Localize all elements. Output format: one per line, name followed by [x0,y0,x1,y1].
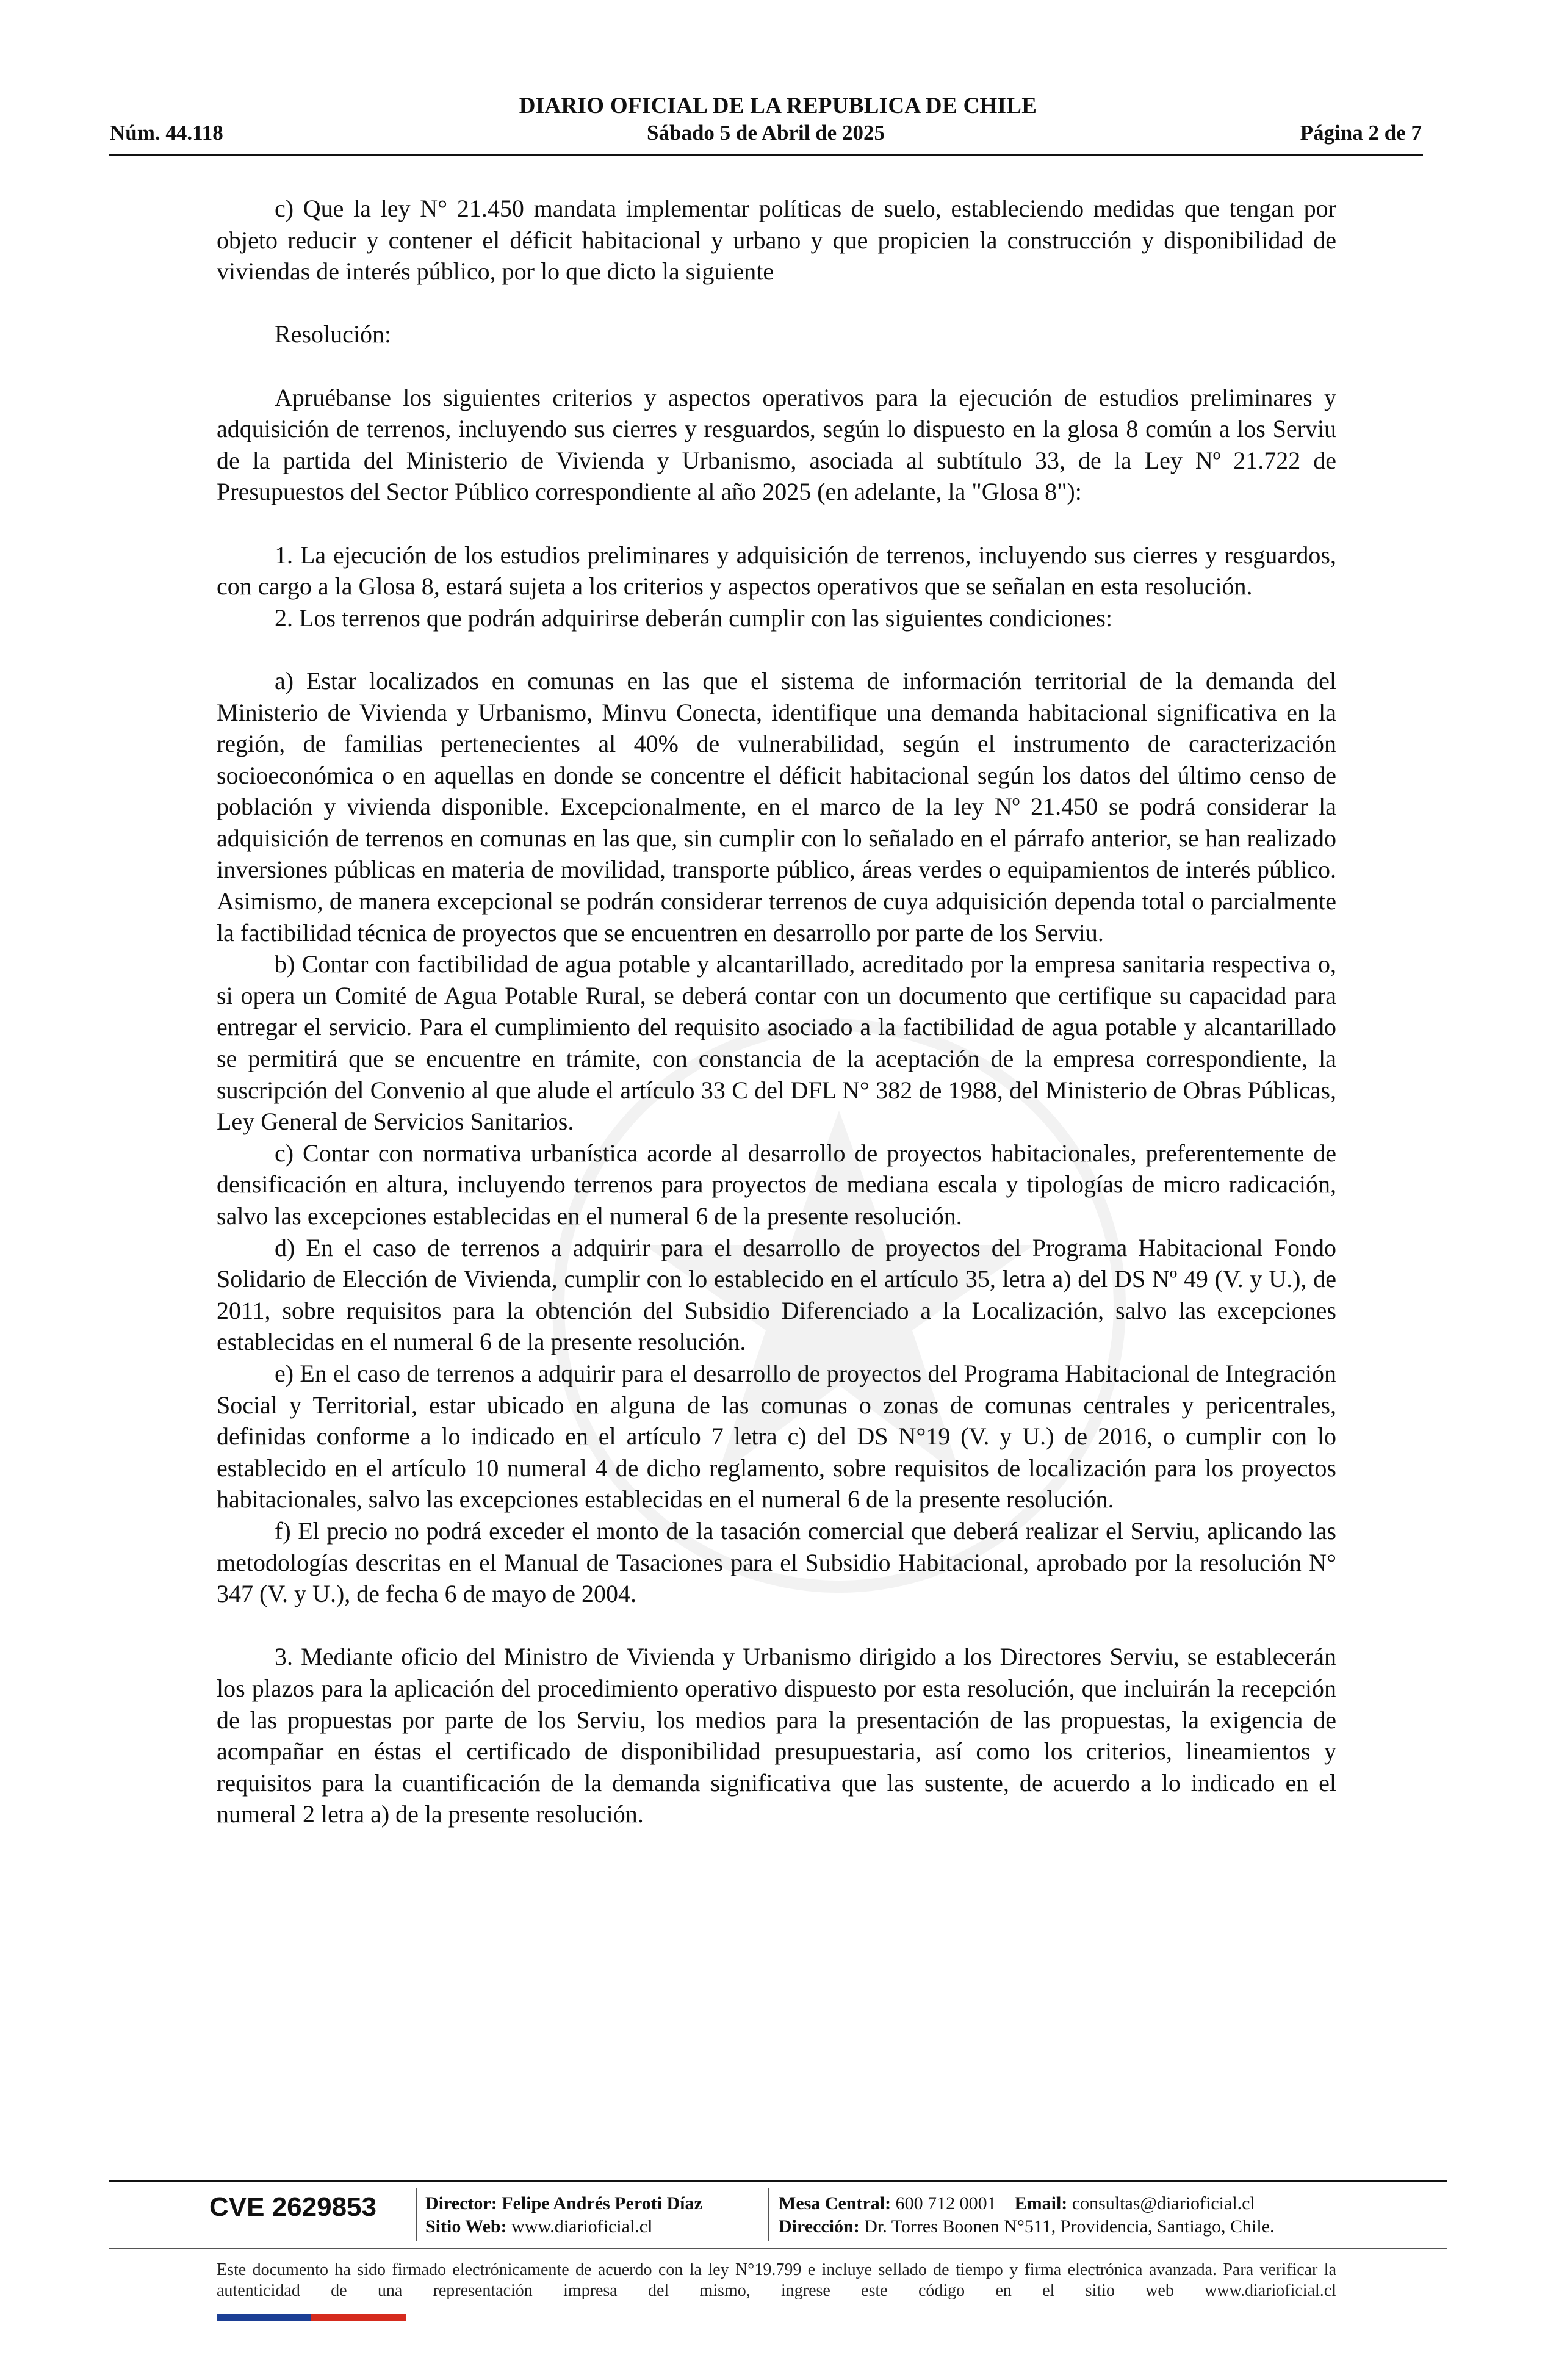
phone-label: Mesa Central: [779,2193,891,2213]
item-1: 1. La ejecución de los estudios preliminares y adquisición de terrenos, incluyendo sus cierres y resguardos, con cargo a la Glosa 8, estará sujeta a los criterios y aspectos operativos que se señalan en esta resolución. [217,541,1336,600]
footer-divider [109,2180,1447,2182]
item-2c: c) Contar con normativa urbanística acorde al desarrollo de proyectos habitacionales, preferentemente de densificación en altura, incluyendo terrenos para proyectos de mediana escala y tipologías de micro radicación, salvo las excepciones establecidas en el numeral 6 de la presente resolución. [217,1139,1336,1230]
item-2a: a) Estar localizados en comunas en las que el sistema de información territorial de la demanda del Ministerio de Vivienda y Urbanismo, Minvu Conecta, identifique una demanda habitacional significativa en la región, de familias pertenecientes al 40% de vulnerabilidad, según el instrumento de caracterización socioeconómica o en aquellas en donde se concentre el déficit habitacional según los datos del último censo de población y vivienda disponible. Excepcionalmente, en el marco de la ley Nº 21.450 se podrá considerar la adquisición de terrenos en comunas en las que, sin cumplir con lo señalado en el párrafo anterior, se han realizado inversiones públicas en materia de movilidad, transporte público, áreas verdes o equipamientos de interés público. Asimismo, de manera excepcional se podrán considerar terrenos de cuya adquisición dependa total o parcialmente la factibilidad técnica de proyectos que se encuentren en desarrollo por parte de los Serviu. [217,666,1336,947]
footer-separator [768,2188,769,2241]
issue-date: Sábado 5 de Abril de 2025 [647,121,885,145]
address-value: Dr. Torres Boonen N°511, Providencia, Santiago, Chile. [864,2216,1275,2237]
flag-blue-band [217,2314,311,2321]
item-2e: e) En el caso de terrenos a adquirir para el desarrollo de proyectos del Programa Habitacional de Integración Social y Territorial, estar ubicado en alguna de las comunas o zonas de comunas centrales y pericentrales, definidas conforme a lo indicado en el artículo 7 letra c) del DS N°19 (V. y U.) de 2016, o cumplir con lo establecido en el artículo 10 numeral 4 de dicho reglamento, sobre requisitos de localización para los proyectos habitacionales, salvo las excepciones establecidas en el numeral 6 de la presente resolución. [217,1359,1336,1513]
phone-value: 600 712 0001 [895,2193,996,2213]
item-2d: d) En el caso de terrenos a adquirir para el desarrollo de proyectos del Programa Habitacional Fondo Solidario de Elección de Vivienda, cumplir con lo establecido en el artículo 35, letra a) del DS Nº 49 (V. y U.), de 2011, sobre requisitos para la obtención del Subsidio Diferenciado a la Localización, salvo las excepciones establecidas en el numeral 6 de la presente resolución. [217,1233,1336,1356]
page-indicator: Página 2 de 7 [1300,121,1422,145]
footer-contact-block [779,2192,1275,2238]
director-name: Felipe Andrés Peroti Díaz [502,2193,702,2213]
email-link[interactable]: consultas@diarioficial.cl [1072,2193,1255,2213]
footer-director-block [425,2192,702,2238]
footer-separator [416,2188,417,2241]
document-body [217,193,1336,1830]
legal-notice: Este documento ha sido firmado electrónicamente de acuerdo con la ley N°19.799 e incluye sellado de tiempo y firma electrónica avanzada. Para verificar la autenticidad de una representación impresa del mismo, ingrese este código en el sitio web www.diarioficial.cl [217,2260,1336,2300]
paragraph-apruebase: Apruébanse los siguientes criterios y aspectos operativos para la ejecución de estudios preliminares y adquisición de terrenos, incluyendo sus cierres y resguardos, según lo dispuesto en la glosa 8 común a los Serviu de la partida del Ministerio de Vivienda y Urbanismo, asociada al subtítulo 33, de la Ley Nº 21.722 de Presupuestos del Sector Público correspondiente al año 2025 (en adelante, la "Glosa 8"): [217,383,1336,506]
item-2f: f) El precio no podrá exceder el monto de la tasación comercial que deberá realizar el Serviu, aplicando las metodologías descritas en el Manual de Tasaciones para el Subsidio Habitacional, aprobado por la resolución N° 347 (V. y U.), de fecha 6 de mayo de 2004. [217,1516,1336,1608]
resolution-label: Resolución: [275,320,392,348]
address-label: Dirección: [779,2216,860,2237]
paragraph-considerando-c: c) Que la ley N° 21.450 mandata implementar políticas de suelo, estableciendo medidas que tengan por objeto reducir y contener el déficit habitacional y urbano y que propicien la construcción y disponibilidad de viviendas de interés público, por lo que dicto la siguiente [217,195,1336,286]
item-2: 2. Los terrenos que podrán adquirirse deberán cumplir con las siguientes condiciones: [275,604,1112,632]
website-label: Sitio Web: [425,2216,507,2237]
header-divider [109,154,1423,156]
email-label: Email: [1014,2193,1068,2213]
header-row [110,121,1422,149]
item-2b: b) Contar con factibilidad de agua potable y alcantarillado, acreditado por la empresa sanitaria respectiva o, si opera un Comité de Agua Potable Rural, se deberá contar con un documento que certifique su capacidad para entregar el servicio. Para el cumplimiento del requisito asociado a la factibilidad de agua potable y alcantarillado se permitirá que se encuentre en trámite, con constancia de la aceptación de la empresa correspondiente, la suscripción del Convenio al que alude el artículo 33 C del DFL N° 382 de 1988, del Ministerio de Obras Públicas, Ley General de Servicios Sanitarios. [217,950,1336,1136]
cve-code: CVE 2629853 [209,2192,376,2222]
flag-red-band [311,2314,406,2321]
website-link[interactable]: www.diarioficial.cl [511,2216,653,2237]
footer-divider-2 [109,2248,1447,2249]
director-label: Director: [425,2193,497,2213]
issue-number: Núm. 44.118 [110,121,223,145]
newspaper-title: DIARIO OFICIAL DE LA REPUBLICA DE CHILE [519,93,1037,118]
chile-flag-stripe [217,2314,406,2321]
item-3: 3. Mediante oficio del Ministro de Vivienda y Urbanismo dirigido a los Directores Serviu, se establecerán los plazos para la aplicación del procedimiento operativo dispuesto por esta resolución, que incluirán la recepción de las propuestas por parte de los Serviu, los medios para la presentación de las propuestas, la exigencia de acompañar en éstas el certificado de disponibilidad presupuestaria, así como los criterios, lineamientos y requisitos para la cuantificación de la demanda significativa que las sustente, de acuerdo a lo indicado en el numeral 2 letra a) de la presente resolución. [217,1643,1336,1828]
